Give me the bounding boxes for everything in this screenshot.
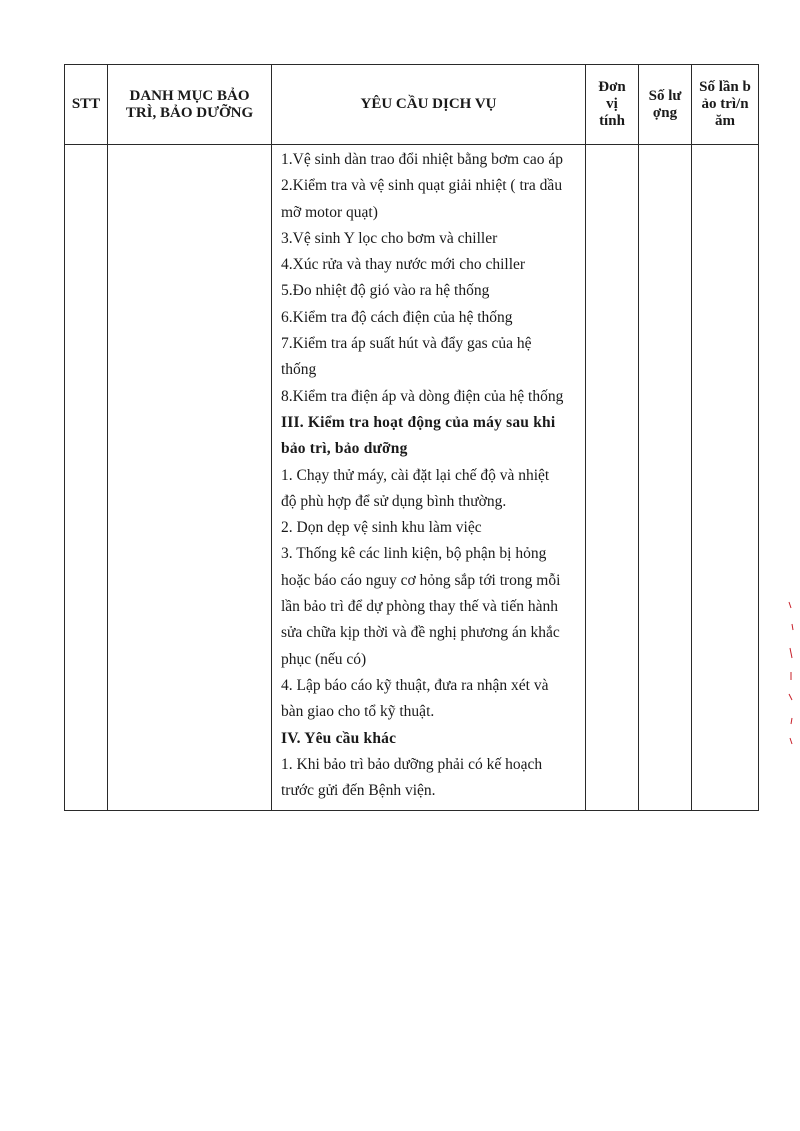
header-stt: STT [65,65,108,145]
stamp-edge-marks [786,600,796,750]
stt-cell [65,145,108,811]
requirement-line: 7.Kiểm tra áp suất hút và đẩy gas của hệ [281,335,532,353]
requirement-line: bàn giao cho tổ kỹ thuật. [281,703,435,721]
requirement-line: sửa chữa kịp thời và đề nghị phương án khắc [281,624,560,642]
requirement-line: 1. Chạy thử máy, cài đặt lại chế độ và nhiệt [281,466,550,484]
category-cell [108,145,272,811]
requirements-cell [272,145,586,811]
header-category [108,65,272,145]
requirement-line: 2.Kiểm tra và vệ sinh quạt giải nhiệt ( tra dầu [281,177,563,195]
requirement-line: 8.Kiểm tra điện áp và dòng điện của hệ thống [281,387,564,405]
times-cell [692,145,759,811]
header-category-label: DANH MỤC BẢO TRÌ, BẢO DƯỠNG [125,87,254,121]
header-quantity-label: Số lượng [648,87,682,121]
unit-cell [586,145,639,811]
requirement-line: 1.Vệ sinh dàn trao đổi nhiệt bằng bơm cao áp [281,151,563,168]
quantity-cell [639,145,692,811]
requirement-line: 4. Lập báo cáo kỹ thuật, đưa ra nhận xét và [281,676,549,694]
requirement-line: 4.Xúc rửa và thay nước mới cho chiller [281,256,526,274]
header-requirements: YÊU CẦU DỊCH VỤ [272,65,586,145]
maintenance-requirements-table [64,64,759,811]
requirement-line: hoặc báo cáo nguy cơ hỏng sắp tới trong mỗi [281,571,561,589]
table-row [65,145,759,811]
requirement-line: thống [281,361,317,379]
requirement-line: 6.Kiểm tra độ cách điện của hệ thống [281,308,513,326]
header-unit-label: Đơn vị tính [598,79,626,129]
requirement-line: 3. Thống kê các linh kiện, bộ phận bị hỏng [281,545,547,563]
requirement-line: 3.Vệ sinh Y lọc cho bơm và chiller [281,229,498,247]
header-times [692,65,759,145]
requirement-line: trước gửi đến Bệnh viện. [281,782,436,800]
requirement-line: 1. Khi bảo trì bảo dưỡng phải có kế hoạch [281,755,543,773]
header-times-label: Số lần bảo trì/năm [699,79,751,129]
requirement-line: 5.Đo nhiệt độ gió vào ra hệ thống [281,282,490,300]
requirement-line: mỡ motor quạt) [281,203,378,221]
requirement-line: 2. Dọn dẹp vệ sinh khu làm việc [281,519,482,537]
header-unit [586,65,639,145]
requirement-line: phục (nếu có) [281,650,367,668]
header-quantity [639,65,692,145]
requirement-line: lần bảo trì để dự phòng thay thế và tiến hành [281,598,558,616]
table-header-row [65,65,759,145]
section-heading-line: bảo trì, bảo dưỡng [281,440,408,458]
requirement-line: độ phù hợp để sử dụng bình thường. [281,492,507,510]
section-heading-line: IV. Yêu cầu khác [281,729,397,747]
section-heading-line: III. Kiểm tra hoạt động của máy sau khi [281,413,556,431]
